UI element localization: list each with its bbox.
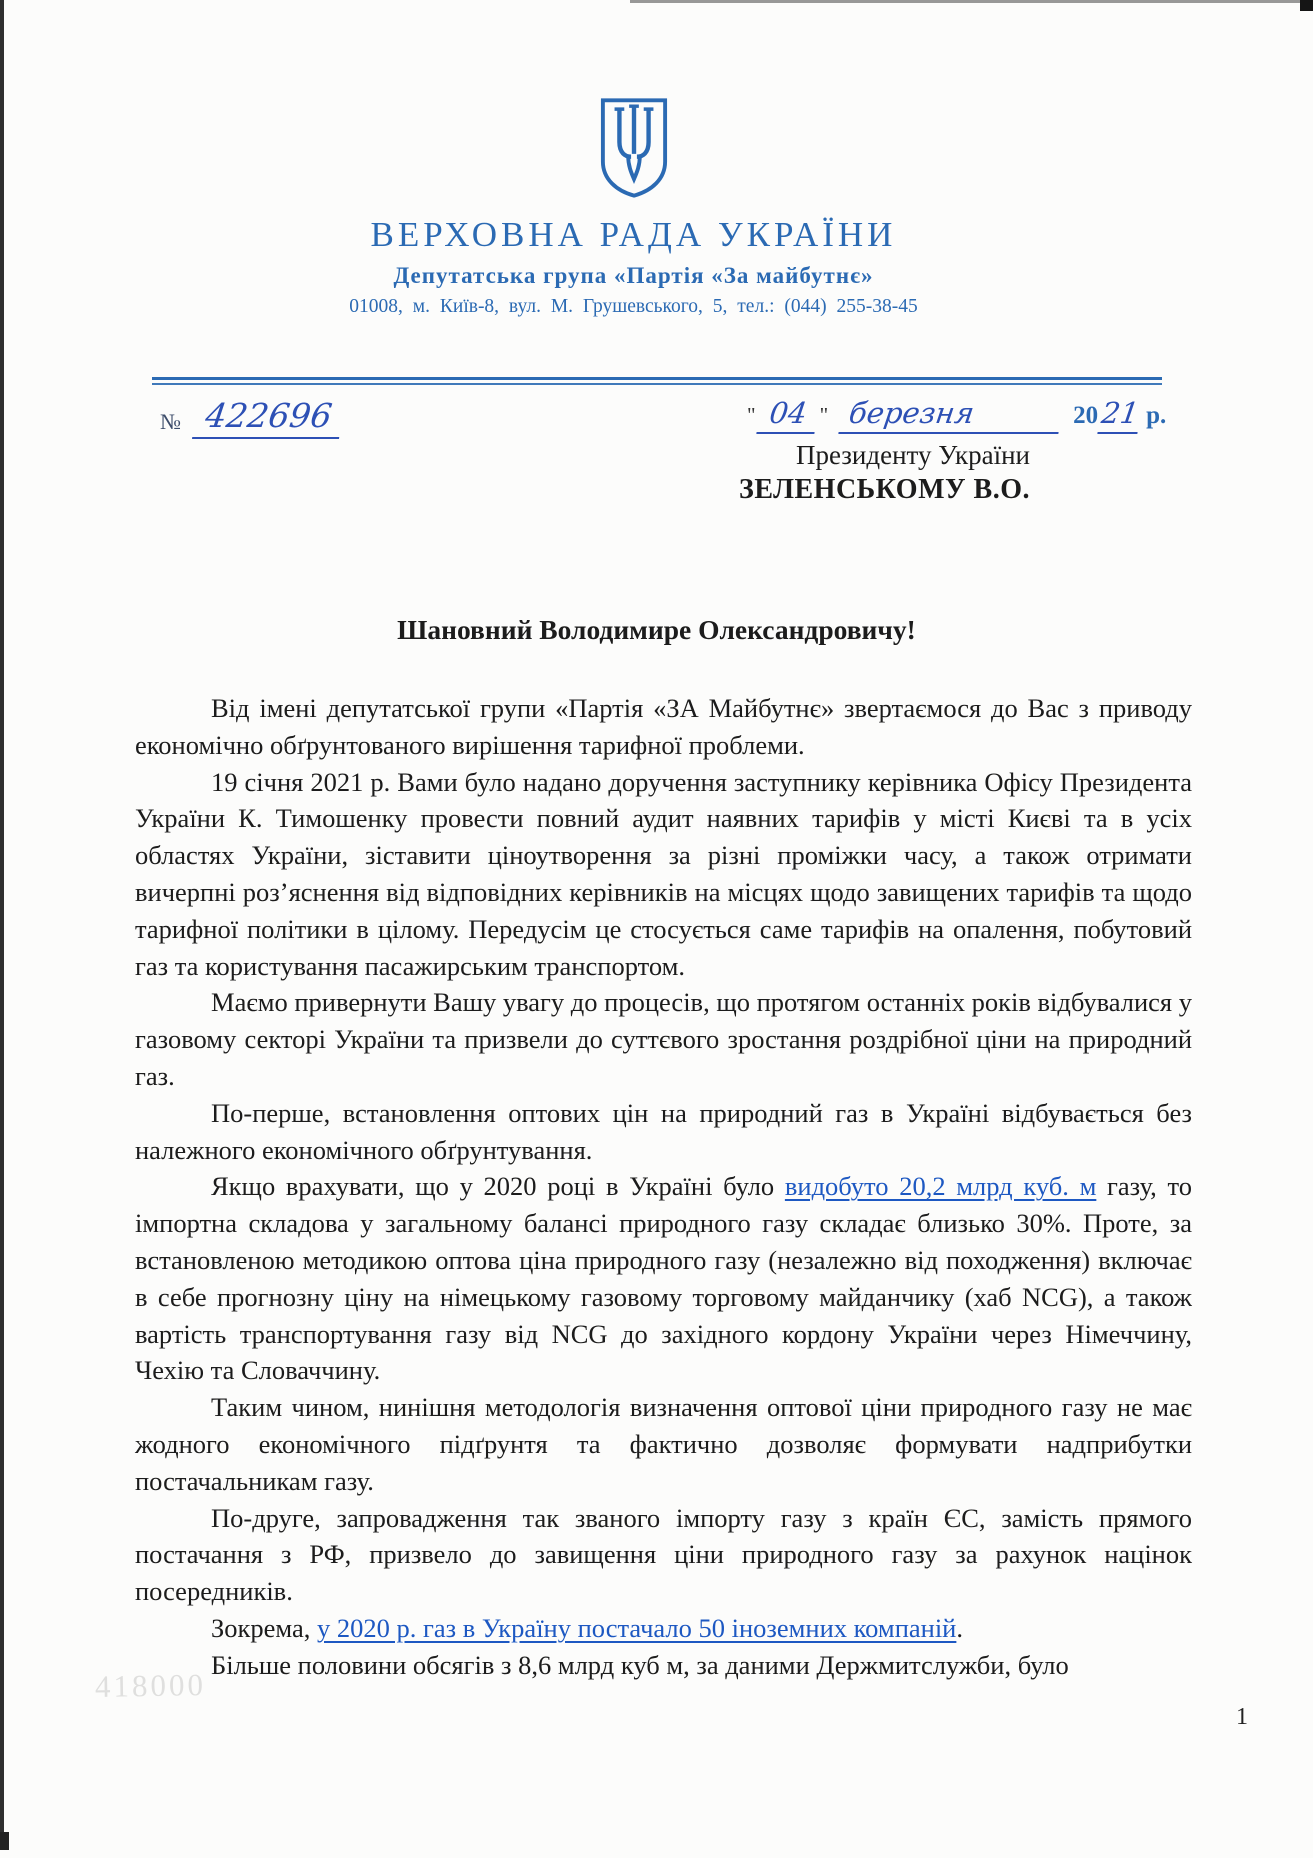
- body-text-segment: 19 січня 2021 р. Вами було надано доручення заступнику керівника Офісу Президента України К. Тимошенку провести повний аудит наявних тарифів у місті Києві та в усіх областях України, зіставити ціноутворення за різні проміжки часу, а також отримати вичерпні роз’яснення від відповідних керівників на місцях щодо завищених тарифів та щодо тарифної політики в цілому. Передусім це стосується саме тарифів на опалення, побутовий газ та користування пасажирським транспортом.: [135, 766, 1192, 981]
- body-text-segment: Більше половини обсягів з 8,6 млрд куб м, за даними Держмитслужби, було: [211, 1649, 1069, 1680]
- body-text-segment: газу, то імпортна складова у загальному балансі природного газу складає близько 30%. Проте, за встановленою методикою оптова ціна природного газу (незалежно від походження) включає в себе прогнозну ціну на німецькому газовому торговому майданчику (хаб NCG), а також вартість транспортування газу від NCG до західного кордону України через Німеччину, Чехію та Словаччину.: [135, 1171, 1192, 1386]
- body-paragraph: [135, 1610, 1192, 1647]
- recipient-block: [739, 440, 1030, 506]
- body-text-segment: По-перше, встановлення оптових цін на природний газ в Україні відбувається без належного економічного обґрунтування.: [135, 1097, 1192, 1165]
- date-year-handwritten: 21: [1097, 396, 1142, 434]
- letterhead-divider: [152, 377, 1162, 385]
- body-text-segment: Від імені депутатської групи «Партія «ЗА Майбутнє» звертаємося до Вас з приводу економічно обґрунтованого вирішення тарифної проблеми.: [135, 693, 1192, 760]
- date-month-handwritten: березня: [838, 396, 1063, 434]
- quote-open: ": [747, 403, 756, 427]
- scan-left-edge-mark: [0, 1832, 9, 1850]
- body-paragraph: [135, 1647, 1192, 1684]
- group-name: Депутатська група «Партія «За майбутнє»: [393, 263, 874, 288]
- inline-link[interactable]: видобуто 20,2 млрд куб. м: [784, 1171, 1097, 1202]
- body-paragraph: [135, 764, 1192, 985]
- recipient-title: Президенту України: [795, 440, 1030, 470]
- body-paragraph: [135, 690, 1192, 764]
- body-text-segment: Зокрема,: [211, 1612, 318, 1643]
- body-text-segment: .: [956, 1612, 963, 1643]
- org-address: 01008, м. Київ-8, вул. М. Грушевського, 5, тел.: (044) 255-38-45: [349, 296, 918, 317]
- ukraine-trident-emblem-icon: [599, 95, 669, 201]
- body-text-segment: По-друге, запровадження так званого імпорту газу з країн ЄС, замість прямого постачання з РФ, призвело до завищення ціни природного газу за рахунок націнок посередників.: [135, 1502, 1192, 1607]
- letter-body: [135, 690, 1192, 1684]
- date-year-suffix: р.: [1146, 402, 1167, 429]
- body-paragraph: [135, 1500, 1192, 1610]
- date-year-printed: 20: [1073, 402, 1099, 429]
- divider-thin-line: [152, 383, 1162, 385]
- divider-thick-line: [152, 377, 1162, 380]
- page-number: 1: [1236, 1704, 1248, 1730]
- body-paragraph: [135, 984, 1192, 1094]
- number-sign: №: [160, 409, 181, 434]
- body-text-segment: Якщо врахувати, що у 2020 році в Україні було: [211, 1171, 785, 1202]
- org-name: ВЕРХОВНА РАДА УКРАЇНИ: [370, 215, 897, 254]
- body-paragraph: [135, 1168, 1192, 1389]
- body-text-segment: Таким чином, нинішня методологія визначення оптової ціни природного газу не має жодного економічного підґрунтя та фактично дозволяє формувати надприбутки постачальникам газу.: [135, 1392, 1192, 1496]
- reference-number-value: 422696: [192, 396, 345, 439]
- date-line: [744, 396, 1166, 434]
- reference-number: [160, 396, 342, 439]
- scan-watermark: 418000: [94, 1667, 207, 1704]
- body-paragraph: [135, 1095, 1192, 1169]
- salutation: Шановний Володимире Олександровичу!: [397, 614, 916, 645]
- inline-link[interactable]: у 2020 р. газ в Україну постачало 50 іноземних компаній: [317, 1612, 957, 1643]
- body-text-segment: Маємо привернути Вашу увагу до процесів, що протягом останніх років відбувалися у газовому секторі України та призвели до суттєвого зростання роздрібної ціни на природний газ.: [135, 987, 1192, 1091]
- scan-corner-mark: [1300, 0, 1313, 11]
- body-paragraph: [135, 1389, 1192, 1499]
- quote-close: ": [819, 403, 829, 427]
- date-day-handwritten: 04: [756, 396, 819, 434]
- letterhead: [0, 0, 1267, 318]
- recipient-name: ЗЕЛЕНСЬКОМУ В.О.: [739, 474, 1030, 505]
